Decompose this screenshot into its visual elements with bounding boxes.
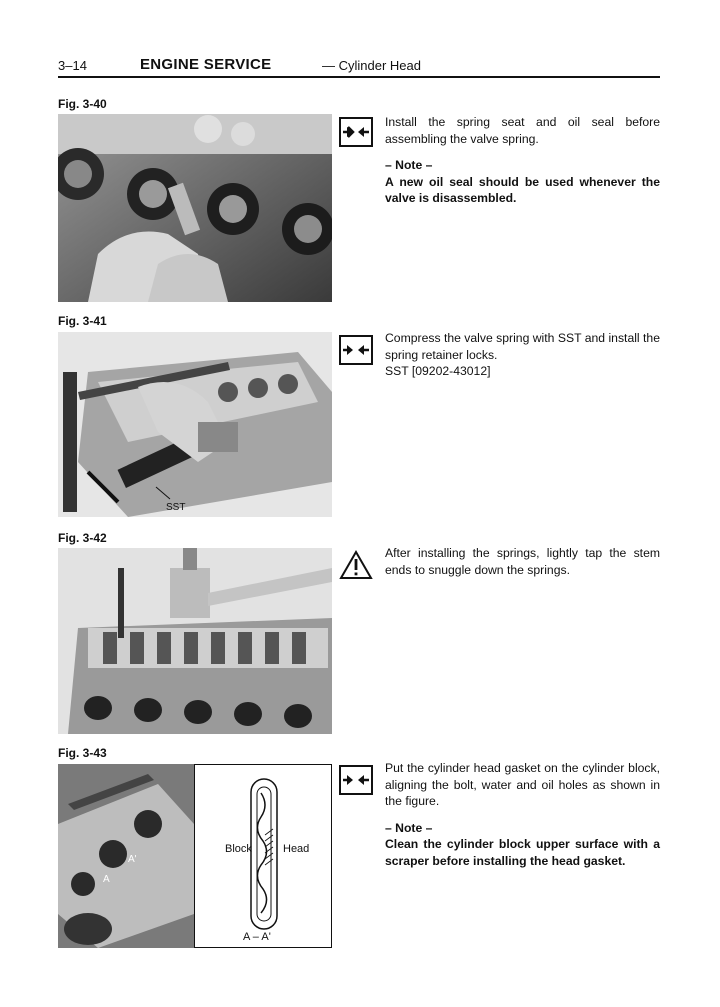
fig-3-42-text — [385, 545, 660, 578]
fig-3-41-label: Fig. 3-41 — [58, 314, 107, 328]
instruction-text: Install the spring seat and oil seal before assembling the valve spring. — [385, 115, 660, 146]
fig-3-43-photo — [58, 764, 194, 948]
install-arrows-icon — [339, 335, 373, 365]
fig-3-41-text — [385, 330, 660, 380]
install-arrows-icon — [339, 117, 373, 147]
install-arrows-icon — [339, 765, 373, 795]
note-body: A new oil seal should be used whenever the valve is disassembled. — [385, 174, 660, 205]
section-title: ENGINE SERVICE — [140, 56, 272, 73]
fig-3-42-label: Fig. 3-42 — [58, 531, 107, 545]
a-callout: A — [103, 874, 110, 885]
page-header — [58, 56, 660, 78]
fig-3-42-photo — [58, 548, 332, 734]
fig-3-43-text — [385, 760, 660, 869]
head-label: Head — [283, 843, 310, 855]
caution-triangle-icon — [339, 550, 373, 580]
instruction-text: After installing the springs, lightly tap the stem ends to snuggle down the springs. — [385, 546, 660, 577]
sst-callout: SST — [166, 502, 186, 513]
page-number: 3–14 — [58, 58, 87, 73]
fig-3-41-photo — [58, 332, 332, 517]
a-prime-callout: A' — [128, 854, 137, 865]
instruction-text: Put the cylinder head gasket on the cylinder block, aligning the bolt, water and oil holes as shown in the figure. — [385, 761, 660, 808]
note-heading: – Note – — [385, 158, 433, 172]
note-body: Clean the cylinder block upper surface with a scraper before installing the head gasket. — [385, 837, 660, 868]
subsection-name: Cylinder Head — [338, 58, 421, 73]
fig-3-43-label: Fig. 3-43 — [58, 746, 107, 760]
fig-3-40-text — [385, 114, 660, 207]
block-label: Block — [225, 843, 252, 855]
subsection-title — [322, 58, 421, 73]
gasket-section-diagram — [194, 764, 332, 948]
sst-part-number: SST [09202-43012] — [385, 364, 491, 378]
header-dash: — — [322, 58, 335, 73]
fig-3-40-photo — [58, 114, 332, 302]
section-label: A – A' — [243, 931, 271, 943]
fig-3-40-label: Fig. 3-40 — [58, 97, 107, 111]
instruction-text: Compress the valve spring with SST and install the spring retainer locks. — [385, 331, 660, 362]
header-rule — [58, 76, 660, 78]
note-heading: – Note – — [385, 820, 433, 835]
